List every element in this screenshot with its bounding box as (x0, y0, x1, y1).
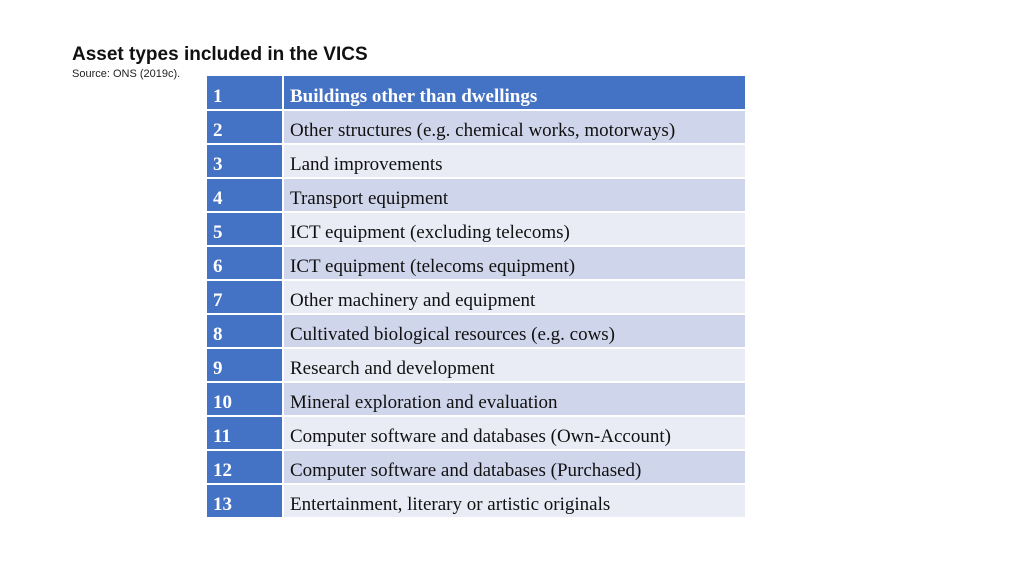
row-number: 12 (207, 450, 283, 484)
source-note: Source: ONS (2019c). (72, 68, 181, 80)
asset-type-label: Mineral exploration and evaluation (283, 382, 745, 416)
asset-type-label: ICT equipment (telecoms equipment) (283, 246, 745, 280)
row-number: 10 (207, 382, 283, 416)
asset-type-label: ICT equipment (excluding telecoms) (283, 212, 745, 246)
table-row (207, 314, 745, 348)
table-row (207, 212, 745, 246)
row-number: 2 (207, 110, 283, 144)
asset-type-label: Transport equipment (283, 178, 745, 212)
row-number: 1 (207, 76, 283, 110)
table-row (207, 110, 745, 144)
table-row (207, 178, 745, 212)
table-row (207, 280, 745, 314)
asset-type-label: Computer software and databases (Own-Account) (283, 416, 745, 450)
row-number: 3 (207, 144, 283, 178)
row-number: 7 (207, 280, 283, 314)
table-row (207, 246, 745, 280)
row-number: 11 (207, 416, 283, 450)
asset-type-label: Land improvements (283, 144, 745, 178)
row-number: 5 (207, 212, 283, 246)
table-row (207, 416, 745, 450)
asset-type-label: Cultivated biological resources (e.g. cows) (283, 314, 745, 348)
table-row (207, 76, 745, 110)
row-number: 8 (207, 314, 283, 348)
row-number: 9 (207, 348, 283, 382)
asset-type-label: Buildings other than dwellings (283, 76, 745, 110)
page-title: Asset types included in the VICS (72, 44, 368, 65)
asset-types-table (207, 76, 745, 519)
asset-type-label: Research and development (283, 348, 745, 382)
table-row (207, 484, 745, 518)
asset-type-label: Other structures (e.g. chemical works, motorways) (283, 110, 745, 144)
row-number: 4 (207, 178, 283, 212)
row-number: 6 (207, 246, 283, 280)
table-row (207, 144, 745, 178)
table-row (207, 382, 745, 416)
asset-type-label: Other machinery and equipment (283, 280, 745, 314)
row-number: 13 (207, 484, 283, 518)
table-row (207, 348, 745, 382)
asset-type-label: Computer software and databases (Purchased) (283, 450, 745, 484)
table-row (207, 450, 745, 484)
asset-type-label: Entertainment, literary or artistic originals (283, 484, 745, 518)
